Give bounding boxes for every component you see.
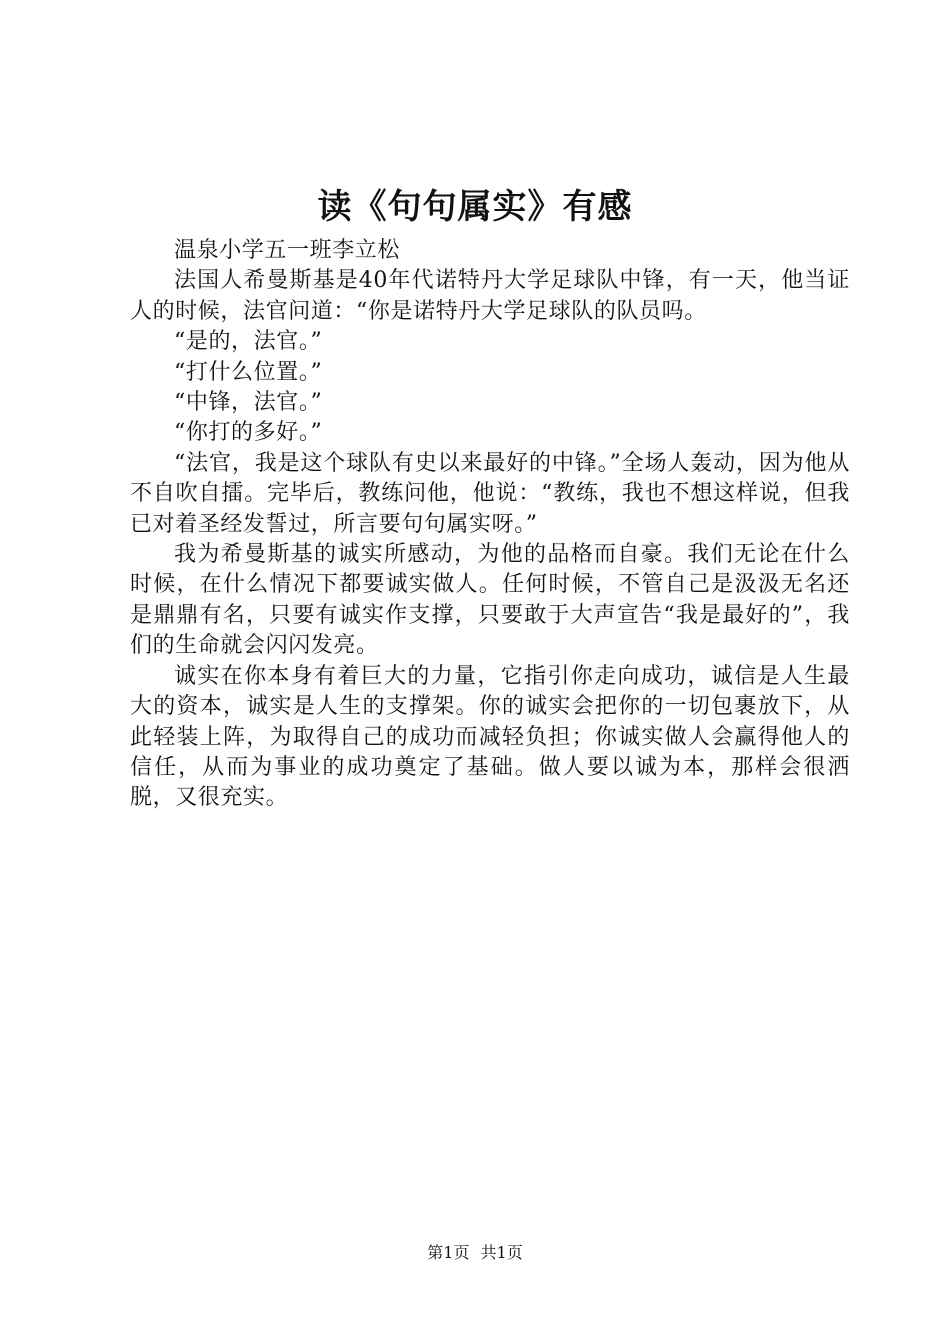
dialogue-line: “你打的多好。” (174, 420, 323, 446)
page-footer (0, 1242, 950, 1264)
dialogue-line: “打什么位置。” (174, 359, 323, 385)
author-line: 温泉小学五一班李立松 (174, 238, 401, 263)
page-total: 共1页 (480, 1243, 523, 1262)
page-number: 第1页 (427, 1243, 470, 1262)
body-paragraph: 我为希曼斯基的诚实所感动，为他的品格而自豪。我们无论在什么时候，在什么情况下都要诚实做人。任何时候，不管自己是汲汲无名还是鼎鼎有名，只要有诚实作支撑，只要敢于大声宣告“我是最好的”，我们的生命就会闪闪发亮。 (130, 542, 850, 659)
body-paragraph: 法国人希曼斯基是40年代诺特丹大学足球队中锋，有一天，他当证人的时候，法官问道：“你是诺特丹大学足球队的队员吗。 (130, 268, 850, 324)
body-paragraph: “法官，我是这个球队有史以来最好的中锋。”全场人轰动，因为他从不自吹自擂。完毕后，教练问他，他说：“教练，我也不想这样说，但我已对着圣经发誓过，所言要句句属实呀。” (130, 450, 850, 537)
dialogue-line: “中锋，法官。” (174, 390, 323, 416)
document-title: 读《句句属实》有感 (317, 187, 633, 227)
body-paragraph: 诚实在你本身有着巨大的力量，它指引你走向成功，诚信是人生最大的资本，诚实是人生的支撑架。你的诚实会把你的一切包裹放下，从此轻装上阵，为取得自己的成功而减轻负担；你诚实做人会赢得他人的信任，从而为事业的成功奠定了基础。做人要以诚为本，那样会很洒脱，又很充实。 (130, 663, 850, 811)
document-body (130, 236, 850, 814)
dialogue-line: “是的，法官。” (174, 329, 323, 355)
